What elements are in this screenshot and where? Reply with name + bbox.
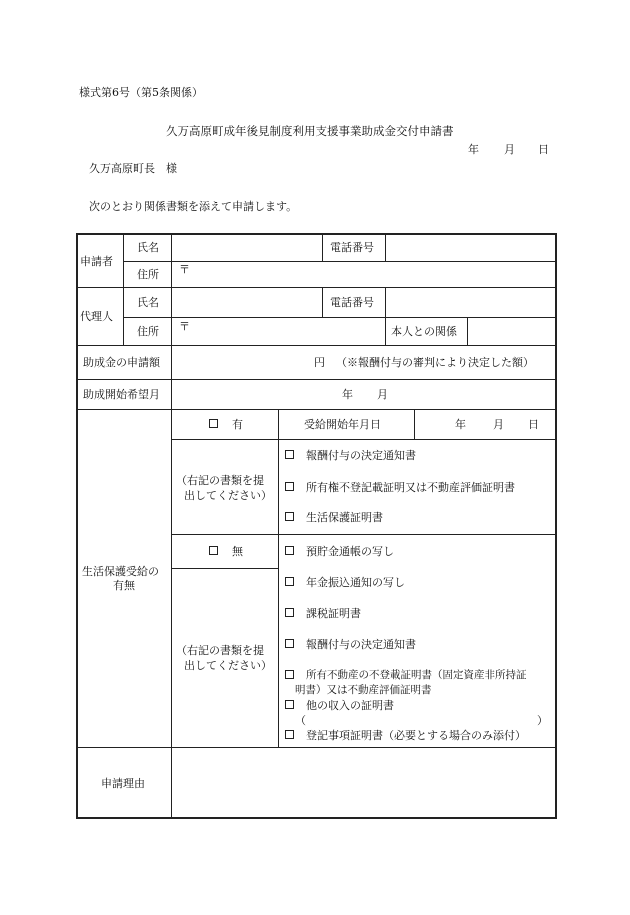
- frame-left: [76, 233, 78, 819]
- no-doc1-label: 預貯金通帳の写し: [306, 545, 394, 558]
- welfare-start-label: 受給開始年月日: [304, 418, 381, 431]
- start-year-label: 年: [342, 388, 353, 401]
- applicant-phone-field[interactable]: [386, 235, 554, 260]
- welfare-yes-label: 有: [232, 418, 243, 431]
- welfare-label-line2: 有無: [113, 579, 135, 592]
- rule: [322, 234, 323, 261]
- no-submit-note-line2: 出してください）: [184, 659, 272, 672]
- no-doc7-label: 登記事項証明書（必要とする場合のみ添付）: [306, 729, 526, 742]
- other-income-paren-close: ）: [537, 714, 548, 727]
- rule: [385, 318, 386, 345]
- agent-name-label: 氏名: [137, 296, 159, 309]
- reason-label: 申請理由: [101, 777, 145, 790]
- frame-right: [555, 233, 557, 819]
- rule: [123, 234, 124, 345]
- rule: [123, 317, 556, 318]
- agent-address-field[interactable]: [192, 319, 384, 344]
- welfare-start-year: 年: [455, 418, 466, 431]
- start-label: 助成開始希望月: [83, 388, 160, 401]
- agent-phone-label: 電話番号: [330, 296, 374, 309]
- rule: [77, 345, 556, 346]
- welfare-yes-checkbox[interactable]: [209, 419, 218, 428]
- no-doc4-label: 報酬付与の決定通知書: [306, 638, 416, 651]
- yes-submit-note-line1: （右記の書類を提: [176, 474, 264, 487]
- other-income-field[interactable]: [308, 713, 534, 727]
- no-doc2-checkbox[interactable]: [285, 577, 294, 586]
- agent-relation-label: 本人との関係: [391, 325, 457, 338]
- rule: [77, 379, 556, 380]
- no-doc3-label: 課税証明書: [306, 607, 361, 620]
- date-month-label: 月: [504, 143, 515, 156]
- applicant-phone-label: 電話番号: [330, 241, 374, 254]
- reason-field[interactable]: [173, 749, 554, 816]
- agent-name-field[interactable]: [172, 288, 321, 316]
- no-submit-note-line1: （右記の書類を提: [176, 644, 264, 657]
- intro-text: 次のとおり関係書類を添えて申請します。: [89, 200, 298, 213]
- agent-postal-mark: 〒: [179, 320, 190, 333]
- yes-submit-note-line2: 出してください）: [184, 489, 272, 502]
- rule: [171, 439, 556, 440]
- other-income-paren-open: （: [295, 714, 306, 727]
- yes-doc2-checkbox[interactable]: [285, 482, 294, 491]
- yes-doc2-label: 所有権不登記載証明又は不動産評価証明書: [306, 481, 515, 494]
- amount-yen: 円: [314, 356, 325, 369]
- applicant-label: 申請者: [80, 255, 113, 268]
- welfare-start-month: 月: [493, 418, 504, 431]
- agent-address-label: 住所: [137, 325, 159, 338]
- applicant-address-label: 住所: [137, 268, 159, 281]
- rule: [171, 534, 556, 535]
- no-doc4-checkbox[interactable]: [285, 639, 294, 648]
- amount-note: （※報酬付与の審判により決定した額）: [336, 356, 534, 369]
- no-doc1-checkbox[interactable]: [285, 546, 294, 555]
- rule: [171, 234, 172, 817]
- rule: [414, 410, 415, 439]
- applicant-name-label: 氏名: [137, 241, 159, 254]
- amount-label: 助成金の申請額: [83, 356, 160, 369]
- applicant-address-field[interactable]: [192, 262, 554, 286]
- frame-bottom: [76, 817, 557, 819]
- form-ref: 様式第6号（第5条関係）: [79, 86, 203, 99]
- no-doc5-label-line1: 所有不動産の不登載証明書（固定資産非所持証: [306, 669, 527, 681]
- welfare-no-label: 無: [232, 545, 243, 558]
- date-year-label: 年: [468, 143, 479, 156]
- no-doc6-checkbox[interactable]: [285, 700, 294, 709]
- rule: [171, 568, 278, 569]
- agent-phone-field[interactable]: [386, 288, 554, 316]
- no-doc5-label-line2: 明書）又は不動産評価証明書: [295, 684, 432, 696]
- no-doc5-checkbox[interactable]: [285, 670, 294, 679]
- no-doc7-checkbox[interactable]: [285, 730, 294, 739]
- applicant-name-field[interactable]: [172, 235, 321, 260]
- no-doc6-label: 他の収入の証明書: [306, 699, 394, 712]
- start-month-label: 月: [377, 388, 388, 401]
- welfare-no-checkbox[interactable]: [209, 546, 218, 555]
- no-doc2-label: 年金振込通知の写し: [306, 576, 405, 589]
- agent-label: 代理人: [80, 310, 113, 323]
- yes-doc1-checkbox[interactable]: [285, 450, 294, 459]
- no-doc3-checkbox[interactable]: [285, 608, 294, 617]
- addressee: 久万高原町長 様: [89, 162, 177, 175]
- applicant-postal-mark: 〒: [179, 263, 190, 276]
- rule: [322, 288, 323, 317]
- amount-field[interactable]: [172, 347, 312, 378]
- welfare-start-day: 日: [528, 418, 539, 431]
- rule: [77, 747, 556, 748]
- rule: [77, 409, 556, 410]
- yes-doc3-label: 生活保護証明書: [306, 511, 383, 524]
- start-year-field[interactable]: [290, 381, 340, 408]
- rule: [278, 410, 279, 747]
- yes-doc3-checkbox[interactable]: [285, 512, 294, 521]
- form-title: 久万高原町成年後見制度利用支援事業助成金交付申請書: [166, 124, 454, 138]
- yes-doc1-label: 報酬付与の決定通知書: [306, 449, 416, 462]
- date-day-label: 日: [538, 143, 549, 156]
- agent-relation-field[interactable]: [468, 319, 554, 344]
- welfare-label-line1: 生活保護受給の: [82, 565, 159, 578]
